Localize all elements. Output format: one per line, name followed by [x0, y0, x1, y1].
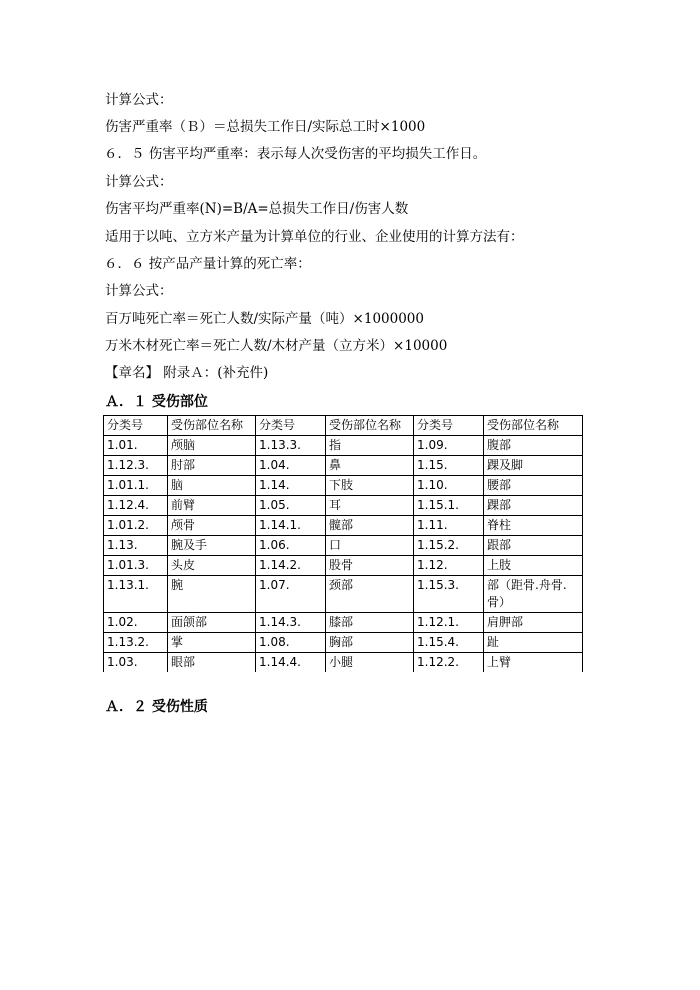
code-cell: 1.14.: [256, 476, 326, 496]
appendix-chapter-title: 【章名】 附录Ａ：(补充件): [105, 365, 269, 381]
severity-rate-formula: 伤害严重率（Ｂ）＝总损失工作日/实际总工时×1000: [105, 119, 426, 135]
code-cell: 1.04.: [256, 456, 326, 476]
code-cell: 1.14.4.: [256, 653, 326, 673]
code-cell: 1.08.: [256, 633, 326, 653]
body-part-cell: 颅脑: [168, 436, 256, 456]
section-6-6-title: ６．６ 按产品产量计算的死亡率：: [104, 256, 311, 272]
code-cell: 1.06.: [256, 536, 326, 556]
code-cell: 1.12.2.: [414, 653, 484, 673]
body-part-cell: 鼻: [326, 456, 414, 476]
code-cell: 1.13.1.: [104, 576, 168, 613]
code-cell: 1.14.3.: [256, 613, 326, 633]
table-row: [104, 476, 583, 496]
body-part-cell: 股骨: [326, 556, 414, 576]
code-cell: 1.14.1.: [256, 516, 326, 536]
body-part-cell: 颈部: [326, 576, 414, 613]
column-header: 分类号: [104, 416, 168, 436]
code-cell: 1.12.3.: [104, 456, 168, 476]
formula-label: 计算公式：: [105, 283, 173, 299]
body-part-cell: 腕: [168, 576, 256, 613]
body-part-cell: 跟部: [484, 536, 583, 556]
body-part-cell: 头皮: [168, 556, 256, 576]
code-cell: 1.01.1.: [104, 476, 168, 496]
body-part-cell: 面颌部: [168, 613, 256, 633]
timber-death-rate-formula: 万米木材死亡率＝死亡人数/木材产量（立方米）×10000: [105, 338, 448, 354]
body-part-cell: 掌: [168, 633, 256, 653]
body-part-cell: 肘部: [168, 456, 256, 476]
column-header: 分类号: [414, 416, 484, 436]
body-part-cell: 上臂: [484, 653, 583, 673]
formula-label: 计算公式：: [105, 174, 173, 190]
table-row: [104, 496, 583, 516]
table-row: [104, 576, 583, 613]
column-header: 受伤部位名称: [484, 416, 583, 436]
table-row: [104, 516, 583, 536]
code-cell: 1.13.2.: [104, 633, 168, 653]
body-part-cell: 小腿: [326, 653, 414, 673]
section-6-5-title: ６．５ 伤害平均严重率：表示每人次受伤害的平均损失工作日。: [104, 146, 487, 162]
section-a2-heading: Ａ．２ 受伤性质: [105, 699, 208, 715]
code-cell: 1.14.2.: [256, 556, 326, 576]
code-cell: 1.01.: [104, 436, 168, 456]
code-cell: 1.12.4.: [104, 496, 168, 516]
body-part-cell: 颅骨: [168, 516, 256, 536]
body-part-cell: 腹部: [484, 436, 583, 456]
code-cell: 1.12.: [414, 556, 484, 576]
code-cell: 1.13.: [104, 536, 168, 556]
section-a1-heading: Ａ．１ 受伤部位: [105, 394, 208, 410]
applicability-note: 适用于以吨、立方米产量为计算单位的行业、企业使用的计算方法有：: [105, 229, 524, 245]
code-cell: 1.02.: [104, 613, 168, 633]
body-part-cell: 部（距骨.舟骨.骨）: [484, 576, 583, 613]
body-part-cell: 脑: [168, 476, 256, 496]
table-row: [104, 436, 583, 456]
code-cell: 1.15.: [414, 456, 484, 476]
code-cell: 1.01.2.: [104, 516, 168, 536]
table-row: [104, 536, 583, 556]
code-cell: 1.12.1.: [414, 613, 484, 633]
body-part-cell: 眼部: [168, 653, 256, 673]
code-cell: 1.10.: [414, 476, 484, 496]
body-part-cell: 下肢: [326, 476, 414, 496]
body-part-cell: 膝部: [326, 613, 414, 633]
table-row: [104, 613, 583, 633]
table-row: [104, 653, 583, 673]
table-row: [104, 633, 583, 653]
formula-label: 计算公式：: [105, 92, 173, 108]
code-cell: 1.13.3.: [256, 436, 326, 456]
body-part-cell: 腕及手: [168, 536, 256, 556]
column-header: 受伤部位名称: [326, 416, 414, 436]
body-part-cell: 趾: [484, 633, 583, 653]
body-part-cell: 前臂: [168, 496, 256, 516]
body-part-cell: 髋部: [326, 516, 414, 536]
code-cell: 1.11.: [414, 516, 484, 536]
body-part-cell: 上肢: [484, 556, 583, 576]
body-part-cell: 耳: [326, 496, 414, 516]
body-part-cell: 踝及脚: [484, 456, 583, 476]
code-cell: 1.09.: [414, 436, 484, 456]
code-cell: 1.15.3.: [414, 576, 484, 613]
code-cell: 1.07.: [256, 576, 326, 613]
code-cell: 1.01.3.: [104, 556, 168, 576]
column-header: 受伤部位名称: [168, 416, 256, 436]
table-row: [104, 556, 583, 576]
body-part-cell: 踝部: [484, 496, 583, 516]
code-cell: 1.05.: [256, 496, 326, 516]
code-cell: 1.15.2.: [414, 536, 484, 556]
column-header: 分类号: [256, 416, 326, 436]
average-severity-formula: 伤害平均严重率(N)=B/A=总损失工作日/伤害人数: [105, 201, 409, 217]
code-cell: 1.15.1.: [414, 496, 484, 516]
body-part-cell: 口: [326, 536, 414, 556]
body-part-cell: 胸部: [326, 633, 414, 653]
million-ton-death-rate-formula: 百万吨死亡率＝死亡人数/实际产量（吨）×1000000: [105, 311, 424, 327]
code-cell: 1.03.: [104, 653, 168, 673]
body-part-cell: 指: [326, 436, 414, 456]
body-part-cell: 腰部: [484, 476, 583, 496]
code-cell: 1.15.4.: [414, 633, 484, 653]
body-part-cell: 脊柱: [484, 516, 583, 536]
table-row: [104, 456, 583, 476]
body-part-cell: 肩胛部: [484, 613, 583, 633]
table-header-row: [104, 416, 583, 436]
injury-parts-table: [103, 415, 583, 672]
